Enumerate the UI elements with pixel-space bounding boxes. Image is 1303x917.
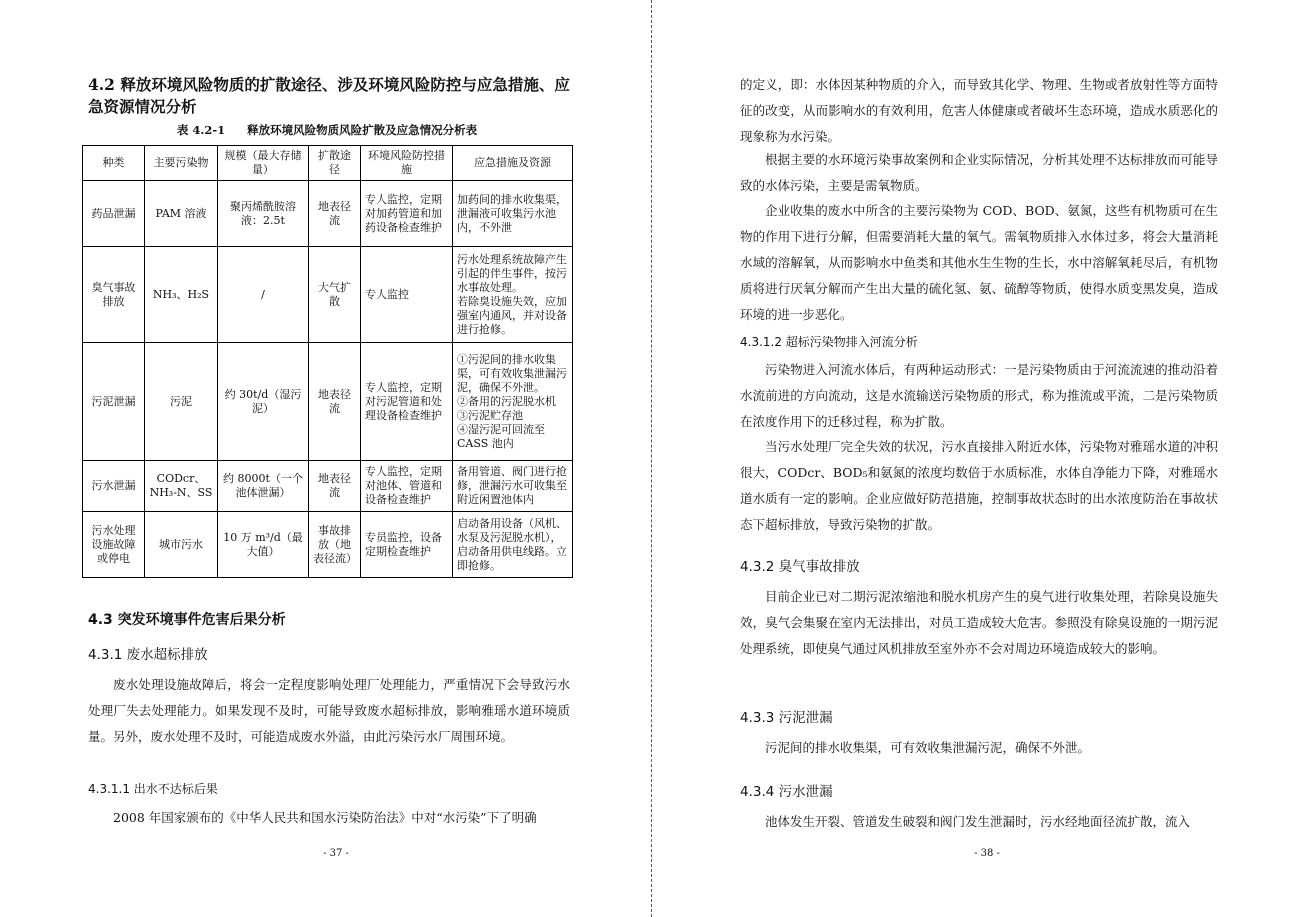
emergency-line: ②备用的污泥脱水机 [457,394,556,408]
cell-pollutant: CODcr、NH₃-N、SS [145,461,218,512]
section-4-3-4-title: 4.3.4 污水泄漏 [740,784,833,800]
header-cell: 扩散途径 [309,146,361,181]
table-caption-text: 释放环境风险物质风险扩散及应急情况分析表 [247,123,478,137]
cell-path: 事故排放（地表径流） [309,512,361,578]
cell-path: 大气扩散 [309,247,361,343]
header-cell: 主要污染物 [145,146,218,181]
cell-type: 污水处理设施故障或停电 [83,512,145,578]
cell-emergency [453,461,573,512]
paragraph: 根据主要的水环境污染事故案例和企业实际情况，分析其处理不达标排放而可能导致的水体污染，主要是需氧物质。 [740,152,1218,193]
table-row [83,343,573,461]
table-row [83,512,573,578]
cell-emergency [453,181,573,247]
emergency-line: ③污泥贮存池 [457,408,523,422]
section-4-2-title: 4.2 释放环境风险物质的扩散途径、涉及环境风险防控与应急措施、应急资源情况分析 [88,75,570,116]
cell-pollutant: PAM 溶液 [145,181,218,247]
paragraph: 当污水处理厂完全失效的状况，污水直接排入附近水体，污染物对雅瑶水道的冲积很大，CODcr、BOD₅和氨氮的浓度均数倍于水质标准，水体自净能力下降，对雅瑶水道水质有一定的影响。企业应做好防范措施，控制事故状态时的出水浓度防治在事故状态下超标排放，导致污染物的扩散。 [740,439,1218,532]
cell-control: 专人监控 [361,247,453,343]
cell-emergency [453,247,573,343]
paragraph: 的定义，即：水体因某种物质的介入，而导致其化学、物理、生物或者放射性等方面特征的改变，从而影响水的有效利用，危害人体健康或者破坏生态环境，造成水质恶化的现象称为水污染。 [740,77,1218,144]
table-header-row [83,146,573,181]
emergency-line: 若除臭设施失效，应加强室内通风，并对设备进行抢修。 [457,294,567,336]
header-cell: 种类 [83,146,145,181]
emergency-line: 污水处理系统故障产生引起的伴生事件，按污水事故处理。 [457,252,567,294]
section-4-3-1-title: 4.3.1 废水超标排放 [88,647,208,663]
section-4-3-1-1-title: 4.3.1.1 出水不达标后果 [88,782,218,796]
emergency-line: 启动备用设备（风机、水泵及污泥脱水机），启动备用供电线路。立即抢修。 [457,516,567,572]
paragraph: 污染物进入河流水体后，有两种运动形式：一是污染物质由于河流流速的推动沿着水流前进的方向流动，这是水流输送污染物质的形式，称为推流或平流，二是污染物质在浓度作用下的迁移过程，称为扩散。 [740,362,1218,429]
paragraph: 目前企业已对二期污泥浓缩池和脱水机房产生的臭气进行收集处理，若除臭设施失效，臭气会集聚在室内无法排出，对员工造成较大危害。参照没有除臭设施的一期污泥处理系统，即使臭气通过风机排放至室外亦不会对周边环境造成较大的影响。 [740,589,1218,656]
table-row [83,247,573,343]
cell-pollutant: 污泥 [145,343,218,461]
cell-emergency [453,343,573,461]
paragraph: 污泥间的排水收集渠，可有效收集泄漏污泥，确保不外泄。 [765,740,1091,755]
cell-path: 地表径流 [309,181,361,247]
cell-path: 地表径流 [309,343,361,461]
risk-table [82,145,573,578]
cell-scale: 聚丙烯酰胺溶液：2.5t [218,181,309,247]
cell-type: 污水泄漏 [83,461,145,512]
cell-pollutant: NH₃、H₂S [145,247,218,343]
cell-scale: / [218,247,309,343]
paragraph: 池体发生开裂、管道发生破裂和阀门发生泄漏时，污水经地面径流扩散，流入 [765,814,1191,829]
table-caption-number: 表 4.2-1 [176,123,226,137]
cell-control: 专人监控，定期对污泥管道和处理设备检查维护 [361,343,453,461]
paragraph: 2008 年国家颁布的《中华人民共和国水污染防治法》中对“水污染”下了明确 [113,810,537,825]
emergency-line: 加药间的排水收集渠，泄漏液可收集污水池内，不外泄 [457,192,567,234]
cell-type: 臭气事故排放 [83,247,145,343]
section-4-3-2-title: 4.3.2 臭气事故排放 [740,559,860,575]
section-4-3-3-title: 4.3.3 污泥泄漏 [740,710,833,726]
cell-path: 地表径流 [309,461,361,512]
cell-scale: 10 万 m³/d（最大值） [218,512,309,578]
cell-scale: 约 8000t（一个池体泄漏） [218,461,309,512]
emergency-line: ④湿污泥可回流至CASS 池内 [457,422,545,450]
table-row [83,181,573,247]
emergency-line: 备用管道、阀门进行抢修，泄漏污水可收集至附近闲置池体内 [457,465,567,506]
table-row [83,461,573,512]
cell-control: 专员监控，设备定期检查维护 [361,512,453,578]
cell-emergency [453,512,573,578]
section-4-3-title: 4.3 突发环境事件危害后果分析 [88,612,286,628]
page-number: - 38 - [974,848,1000,859]
cell-type: 药品泄漏 [83,181,145,247]
header-cell: 规模（最大存储量） [218,146,309,181]
header-cell: 应急措施及资源 [453,146,573,181]
paragraph: 废水处理设施故障后，将会一定程度影响处理厂处理能力，严重情况下会导致污水处理厂失去处理能力。如果发现不及时，可能导致废水超标排放，影响雅瑶水道环境质量。另外，废水处理不及时，可能造成废水外溢，由此污染污水厂周围环境。 [88,677,570,744]
cell-control: 专人监控，定期对池体、管道和设备检查维护 [361,461,453,512]
cell-type: 污泥泄漏 [83,343,145,461]
paragraph: 企业收集的废水中所含的主要污染物为 COD、BOD、氨氮，这些有机物质可在生物的作用下进行分解，但需要消耗大量的氧气。需氧物质排入水体过多，将会大量消耗水域的溶解氧，从而影响水中鱼类和其他水生生物的生长，水中溶解氧耗尽后，有机物质将进行厌氧分解而产生出大量的硫化氢、氨、硫醇等物质，使得水质变黑发臭，造成环境的进一步恶化。 [740,203,1218,322]
cell-pollutant: 城市污水 [145,512,218,578]
section-4-3-1-2-title: 4.3.1.2 超标污染物排入河流分析 [740,335,918,349]
page-number: - 37 - [323,848,349,859]
cell-scale: 约 30t/d（湿污泥） [218,343,309,461]
header-cell: 环境风险防控措施 [361,146,453,181]
emergency-line: ①污泥间的排水收集渠，可有效收集泄漏污泥，确保不外泄。 [457,352,567,394]
table-caption [82,122,572,138]
cell-control: 专人监控，定期对加药管道和加药设备检查维护 [361,181,453,247]
left-page [0,0,651,917]
